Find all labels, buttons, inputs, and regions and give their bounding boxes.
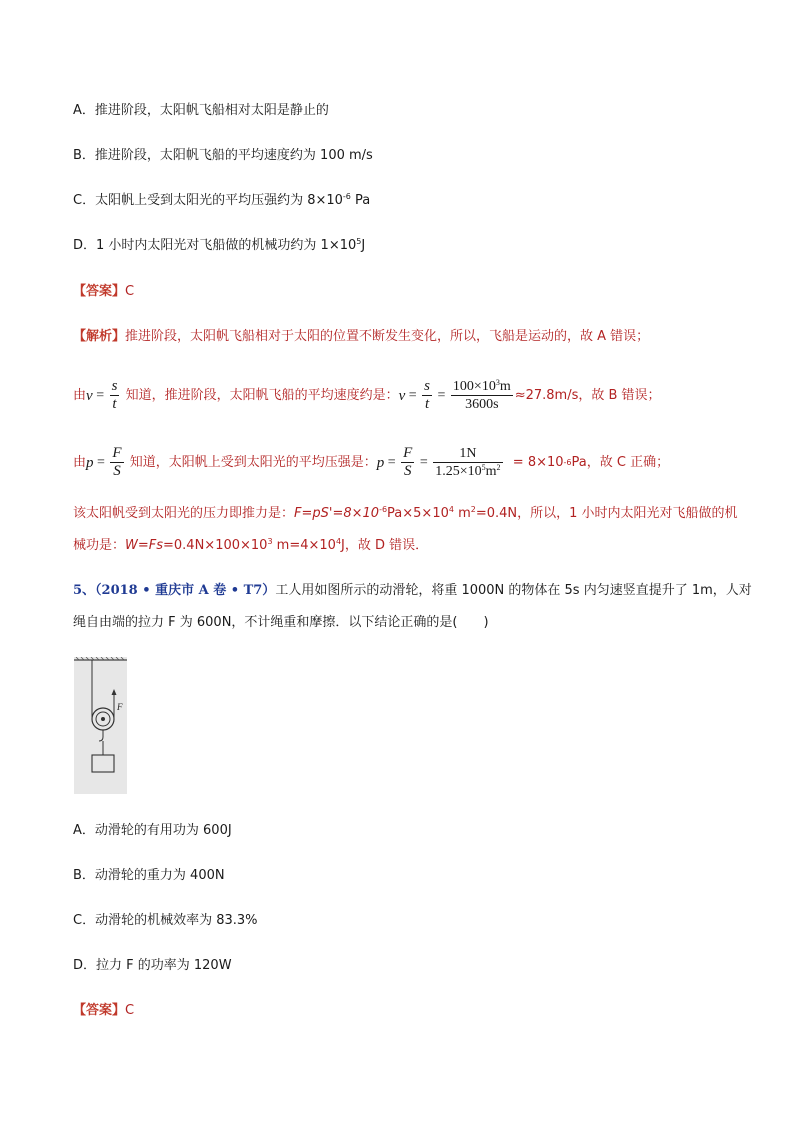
q4-analysis-line5: 械功是：$W=Fs=0.4N\times 100\times 10^3$ $m=4\times 10^4J$，故 D 错误． (73, 537, 429, 553)
q4-option-a: A．推进阶段，太阳帆飞船相对太阳是静止的 (73, 103, 329, 118)
svg-text:F: F (117, 702, 123, 712)
q4-option-b: B．推进阶段，太阳帆飞船的平均速度约为 100 m/s (73, 148, 373, 163)
pressure-value-fraction: $\frac{1N}{1.25\times 10^5m^2}$ (435, 446, 501, 479)
q5-option-b: B．动滑轮的重力为 400N (73, 868, 225, 883)
q4-analysis-line1: 【解析】推进阶段，太阳帆飞船相对于太阳的位置不断发生变化，所以，飞船是运动的，故 A 错误； (73, 329, 650, 344)
q4-option-c: C．太阳帆上受到太阳光的平均压强约为 $8\times 10^{-6}$ Pa (73, 192, 371, 208)
q4-analysis-line2: 由 v = $\frac{s}{t}$ 知道，推进阶段，太阳帆飞船的平均速度约是： v = $\frac{s}{t}$ = $\frac{100\times 10^3m}{3600s}$ ≈27.8m/s，故 B 错误； (73, 378, 661, 412)
q5-option-a: A．动滑轮的有用功为 600J (73, 823, 232, 838)
pulley-figure (74, 657, 127, 794)
pulley-diagram (74, 657, 127, 794)
v-formula-fraction: $\frac{s}{t}$ (111, 378, 118, 412)
q4-analysis-line4: 该太阳帆受到太阳光的压力即推力是：$F=pS'=8\times 10^{-6}Pa\times 5\times 10^4$ $m^2=0.4N$，所以，1 小时内太阳光对飞船做的机 (73, 505, 738, 521)
q5-stem-line1: 5、（2018 • 重庆市 A 卷 • T7）工人用如图所示的动滑轮，将重 1000N 的物体在 5s 内匀速竖直提升了 1m，人对 (73, 583, 752, 598)
q4-answer: 【答案】C (73, 284, 135, 299)
q5-option-c: C．动滑轮的机械效率为 83.3% (73, 913, 258, 928)
f-over-s-fraction: $\frac{F}{S}$ (403, 445, 413, 479)
p-formula-fraction: $\frac{F}{S}$ (112, 445, 122, 479)
speed-value-fraction: $\frac{100\times 10^3m}{3600s}$ (452, 378, 511, 412)
q5-answer: 【答案】C (73, 1003, 135, 1018)
q4-option-d: D．1 小时内太阳光对飞船做的机械功约为 $1\times 10^5J$ (73, 237, 366, 253)
q4-analysis-line3: 由 p = $\frac{F}{S}$ 知道，太阳帆上受到太阳光的平均压强是： p = $\frac{F}{S}$ = $\frac{1N}{1.25\times 10^5m^2}$ = 8×10 -6 Pa，故 C 正确； (73, 445, 670, 479)
q5-option-d: D．拉力 F 的功率为 120W (73, 958, 232, 973)
s-over-t-fraction: $\frac{s}{t}$ (424, 378, 431, 412)
q5-stem-line2: 绳自由端的拉力 F 为 600N，不计绳重和摩擦．以下结论正确的是( ) (73, 615, 489, 630)
